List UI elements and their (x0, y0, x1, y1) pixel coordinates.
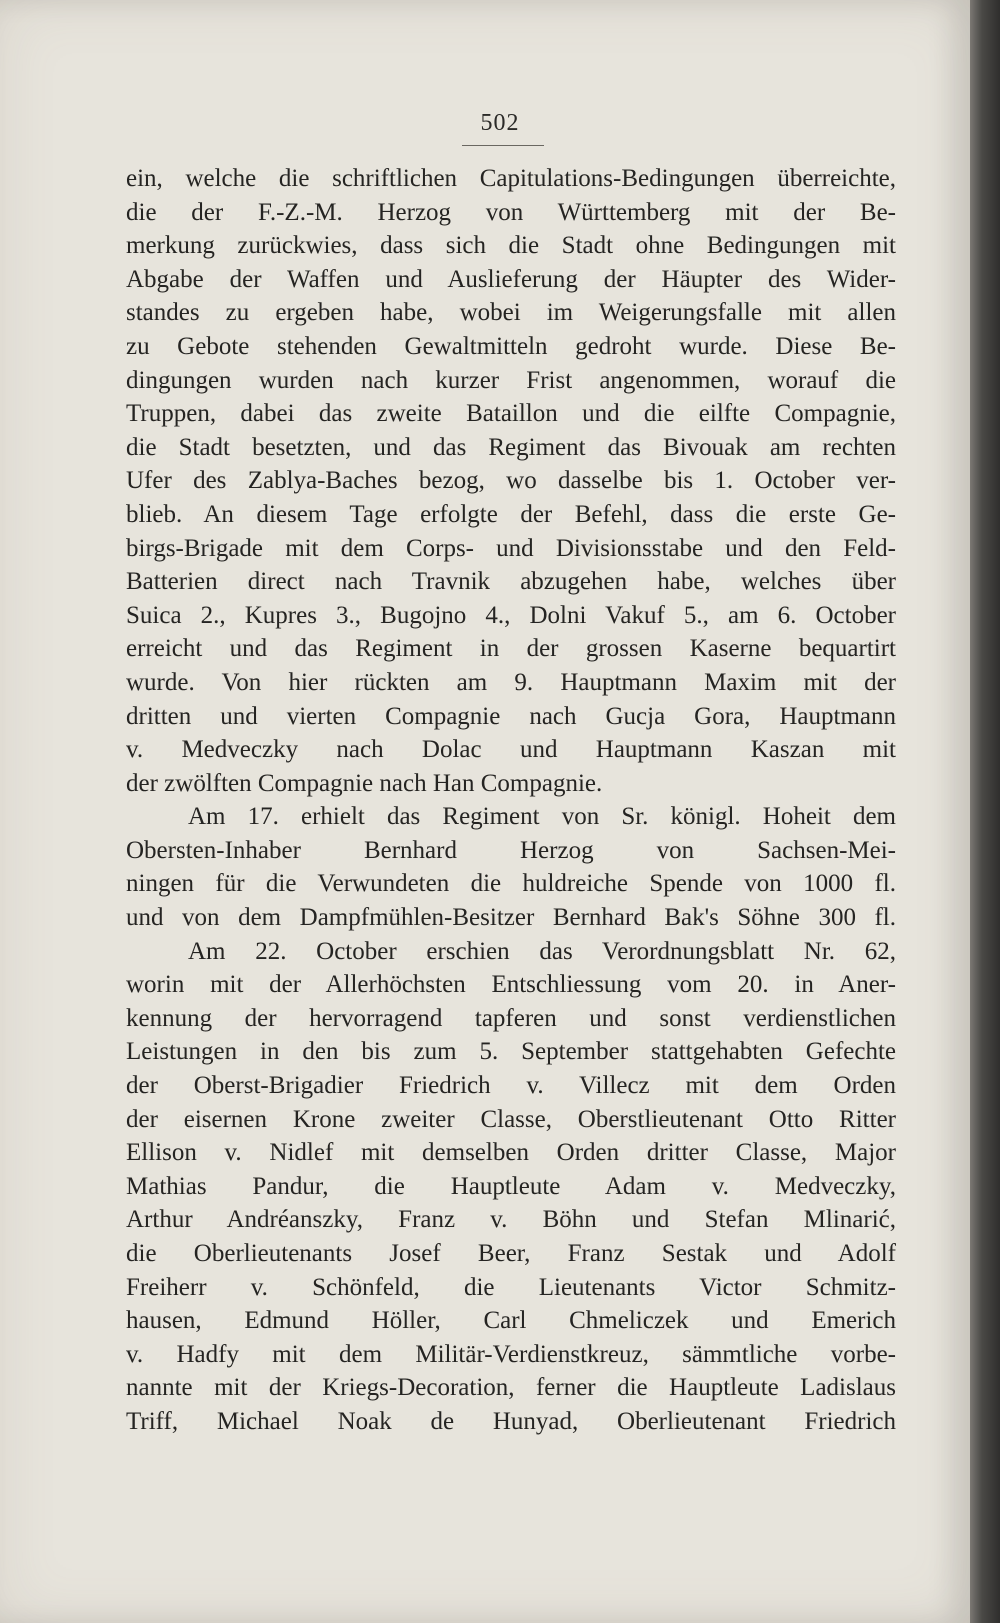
text-line: Ellison v. Nidlef mit demselben Orden dritter Classe, Major (126, 1139, 896, 1167)
text-line: Batterien direct nach Travnik abzugehen habe, welches über (126, 568, 896, 596)
body-text (126, 162, 896, 1439)
text-line: Ufer des Zablya-Baches bezog, wo dasselbe bis 1. October ver- (126, 467, 896, 495)
text-line: merkung zurückwies, dass sich die Stadt ohne Bedingungen mit (126, 232, 896, 260)
text-line: Truppen, dabei das zweite Bataillon und die eilfte Compagnie, (126, 400, 896, 428)
text-line: Freiherr v. Schönfeld, die Lieutenants Victor Schmitz- (126, 1273, 896, 1301)
page-number: 502 (480, 110, 520, 136)
text-line: Mathias Pandur, die Hauptleute Adam v. Medveczky, (126, 1172, 896, 1200)
text-line: blieb. An diesem Tage erfolgte der Befehl, dass die erste Ge- (126, 500, 896, 528)
text-line: die der F.-Z.-M. Herzog von Württemberg mit der Be- (126, 198, 896, 226)
text-line: Suica 2., Kupres 3., Bugojno 4., Dolni Vakuf 5., am 6. October (126, 601, 896, 629)
text-line: der Oberst-Brigadier Friedrich v. Villecz mit dem Orden (126, 1072, 896, 1100)
text-line: der eisernen Krone zweiter Classe, Oberstlieutenant Otto Ritter (126, 1105, 896, 1133)
text-line: ein, welche die schriftlichen Capitulations-Bedingungen überreichte, (126, 165, 896, 192)
text-line: Arthur Andréanszky, Franz v. Böhn und Stefan Mlinarić, (126, 1206, 896, 1234)
text-line: die Stadt besetzten, und das Regiment das Bivouak am rechten (126, 433, 896, 461)
page-edge (970, 0, 1000, 1623)
text-line: dritten und vierten Compagnie nach Gucja Gora, Hauptmann (126, 702, 896, 730)
text-line: zu Gebote stehenden Gewaltmitteln gedroht wurde. Diese Be- (126, 332, 896, 360)
text-line: standes zu ergeben habe, wobei im Weigerungsfalle mit allen (126, 299, 896, 327)
text-line: kennung der hervorragend tapferen und sonst verdienstlichen (126, 1004, 896, 1032)
text-line: und von dem Dampfmühlen-Besitzer Bernhard Bak's Söhne 300 fl. (126, 904, 896, 932)
text-line: Obersten-Inhaber Bernhard Herzog von Sachsen-Mei- (126, 836, 896, 864)
text-line: birgs-Brigade mit dem Corps- und Divisionsstabe und den Feld- (126, 534, 896, 562)
text-line: v. Hadfy mit dem Militär-Verdienstkreuz, sämmtliche vorbe- (126, 1340, 896, 1368)
text-line: nannte mit der Kriegs-Decoration, ferner die Hauptleute Ladislaus (126, 1374, 896, 1402)
text-line: ningen für die Verwundeten die huldreiche Spende von 1000 fl. (126, 870, 896, 898)
text-line: die Oberlieutenants Josef Beer, Franz Sestak und Adolf (126, 1240, 896, 1267)
paragraph-start-line: Am 22. October erschien das Verordnungsblatt Nr. 62, (188, 937, 896, 965)
text-line: wurde. Von hier rückten am 9. Hauptmann Maxim mit der (126, 668, 896, 696)
text-line: erreicht und das Regiment in der grossen Kaserne bequartirt (126, 635, 896, 663)
text-line: v. Medveczky nach Dolac und Hauptmann Kaszan mit (126, 736, 896, 764)
text-line: der zwölften Compagnie nach Han Compagnie. (126, 769, 603, 797)
text-line: Abgabe der Waffen und Auslieferung der Häupter des Wider- (126, 265, 896, 293)
paragraph-start-line: Am 17. erhielt das Regiment von Sr. königl. Hoheit dem (188, 803, 896, 831)
text-line: hausen, Edmund Höller, Carl Chmeliczek und Emerich (126, 1307, 896, 1335)
text-line: Triff, Michael Noak de Hunyad, Oberlieutenant Friedrich (126, 1407, 896, 1435)
text-line: Leistungen in den bis zum 5. September stattgehabten Gefechte (126, 1038, 896, 1066)
text-line: worin mit der Allerhöchsten Entschliessung vom 20. in Aner- (126, 971, 896, 999)
text-line: dingungen wurden nach kurzer Frist angenommen, worauf die (126, 366, 896, 394)
page-number-rule (462, 145, 544, 146)
